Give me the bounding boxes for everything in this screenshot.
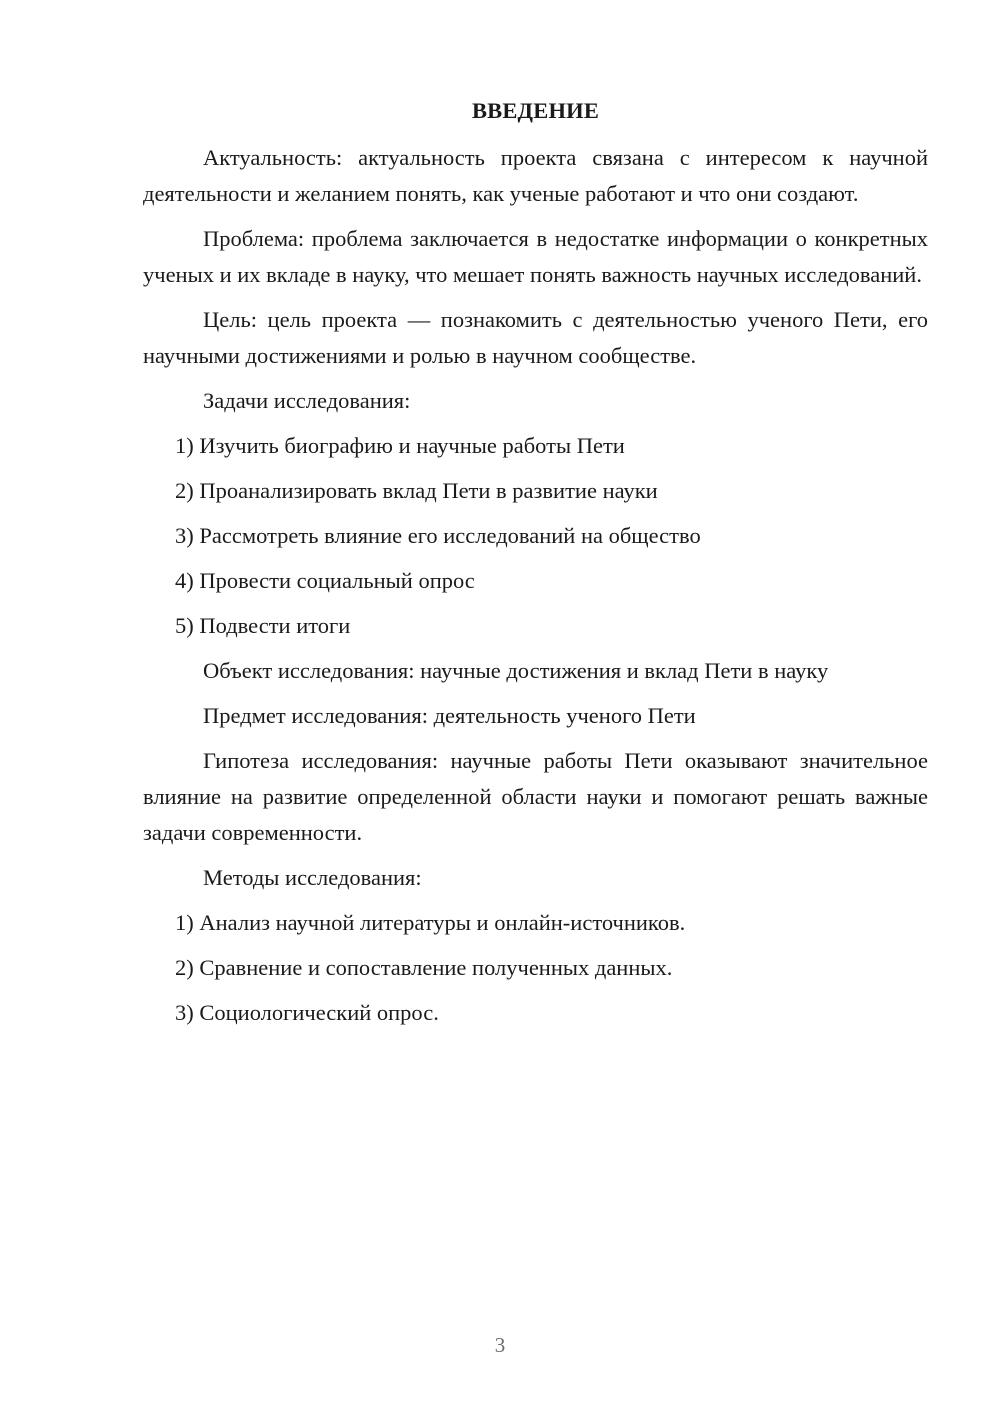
list-item: 4) Провести социальный опрос	[175, 568, 475, 593]
list-item: 3) Рассмотреть влияние его исследований на общество	[175, 523, 701, 548]
page-number: 3	[494, 1333, 506, 1357]
list-item: 1) Анализ научной литературы и онлайн-источников.	[175, 910, 686, 935]
page-title: ВВЕДЕНИЕ	[471, 98, 600, 123]
document-page	[143, 96, 928, 1040]
subject-line: Предмет исследования: деятельность ученого Пети	[203, 703, 696, 728]
list-item: 1) Изучить биографию и научные работы Пети	[175, 433, 625, 458]
list-item: 2) Сравнение и сопоставление полученных данных.	[175, 955, 673, 980]
list-item: 5) Подвести итоги	[175, 613, 351, 638]
list-item: 2) Проанализировать вклад Пети в развитие науки	[175, 478, 658, 503]
object-line: Объект исследования: научные достижения и вклад Пети в науку	[203, 658, 829, 683]
goal-paragraph: Цель: цель проекта — познакомить с деятельностью ученого Пети, его научными достижениями и ролью в научном сообществе.	[143, 307, 928, 368]
methods-list	[143, 905, 928, 1040]
list-item: 3) Социологический опрос.	[175, 1000, 439, 1025]
problem-paragraph: Проблема: проблема заключается в недостатке информации о конкретных ученых и их вкладе в науку, что мешает понять важность научных исследований.	[143, 226, 928, 287]
relevance-paragraph: Актуальность: актуальность проекта связана с интересом к научной деятельности и желанием понять, как ученые работают и что они создают.	[143, 145, 928, 206]
hypothesis-paragraph: Гипотеза исследования: научные работы Пети оказывают значительное влияние на развитие определенной области науки и помогают решать важные задачи современности.	[143, 748, 928, 845]
methods-heading: Методы исследования:	[203, 865, 422, 890]
tasks-list	[143, 428, 928, 653]
tasks-heading: Задачи исследования:	[203, 388, 411, 413]
